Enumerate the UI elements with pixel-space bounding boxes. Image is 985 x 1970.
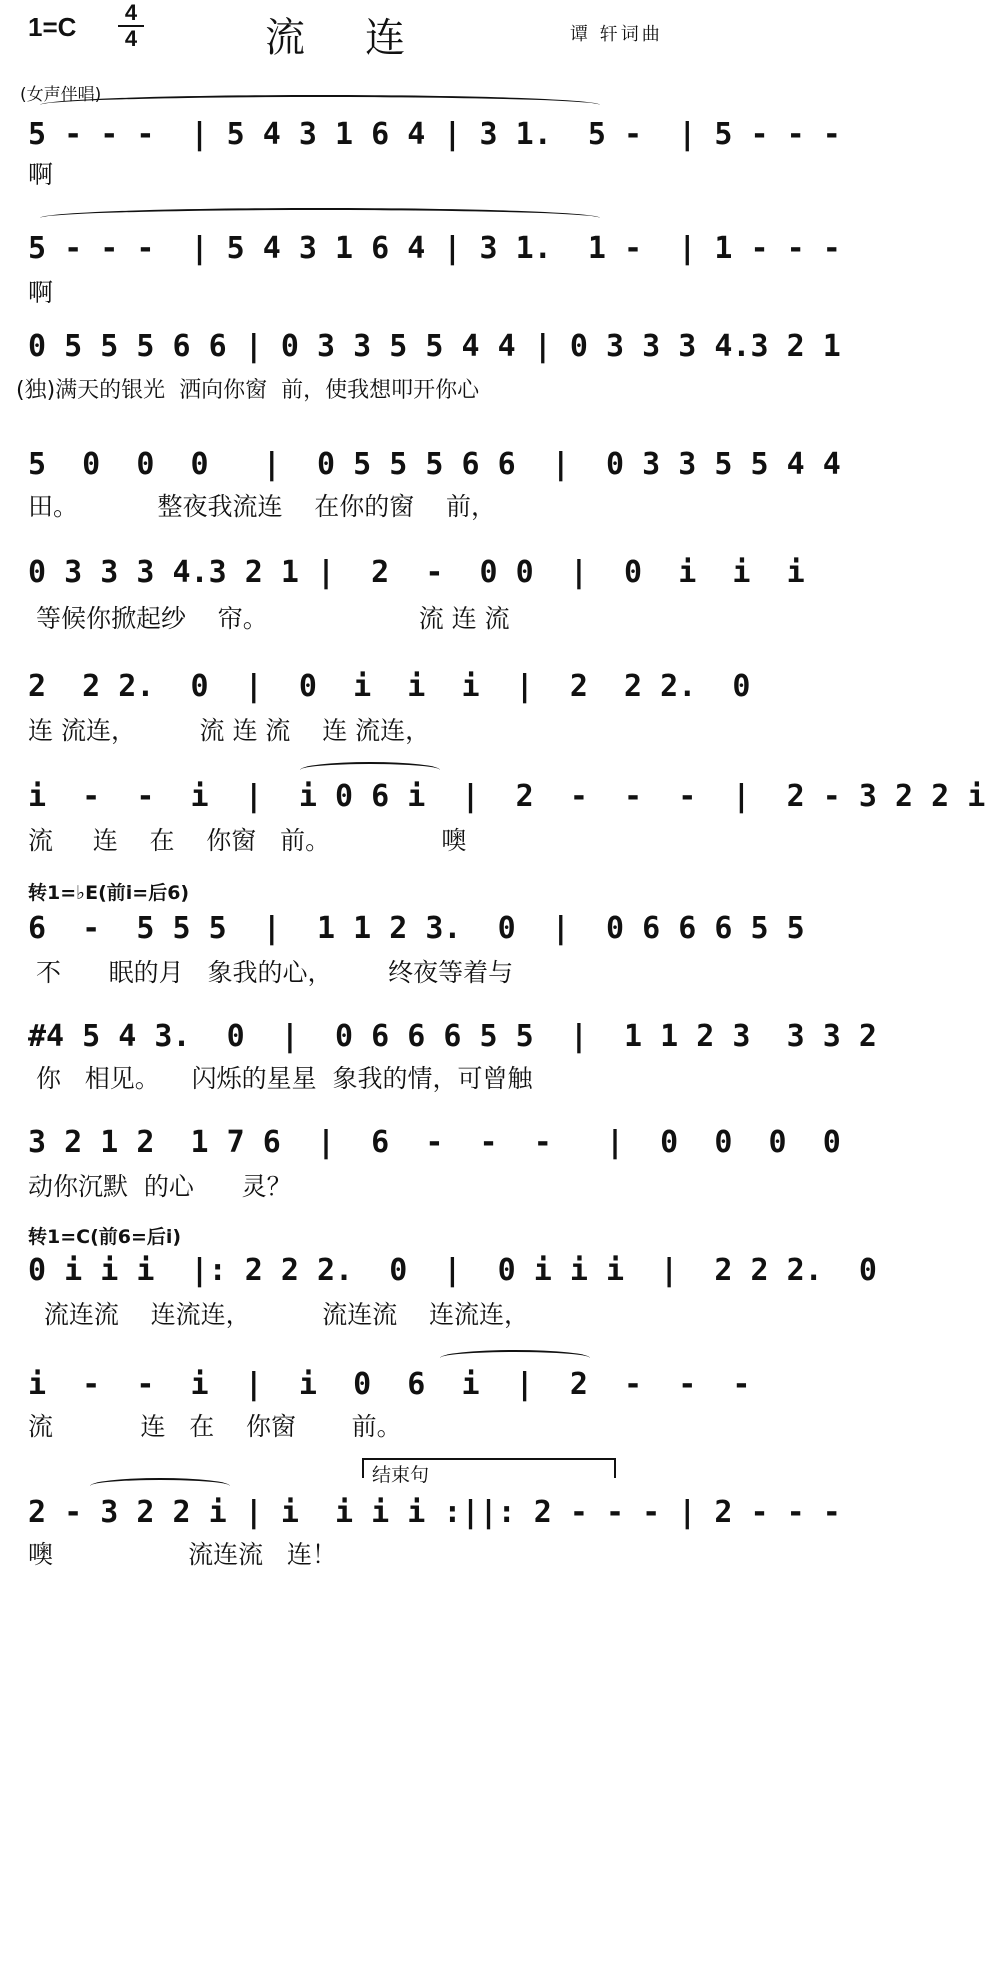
lyric-line: 不 眠的月 象我的心， 终夜等着与	[28, 958, 514, 987]
ending-label: 结束句	[372, 1464, 430, 1486]
notation-line: 6 - 5 5 5 | 1 1 2 3. 0 | 0 6 6 6 5 5	[28, 911, 805, 946]
song-title: 流连	[265, 15, 465, 61]
time-signature	[118, 2, 144, 50]
lyric-line: 噢 流连流 连！	[28, 1540, 337, 1569]
time-signature-bottom: 4	[124, 26, 138, 51]
notation-line: 0 5 5 5 6 6 | 0 3 3 5 5 4 4 | 0 3 3 3 4.3 2 1	[28, 329, 841, 364]
lyric-line: 啊	[28, 160, 54, 189]
lyric-line: 动你沉默 的心 灵？	[28, 1172, 292, 1201]
notation-line: 5 0 0 0 | 0 5 5 5 6 6 | 0 3 3 5 5 4 4	[28, 447, 841, 482]
notation-line: 0 3 3 3 4.3 2 1 | 2 - 0 0 | 0 i i i	[28, 555, 805, 590]
lyric-line: 你 相见。 闪烁的星星 象我的情，可曾触	[28, 1064, 533, 1093]
author-credit: 谭 轩词曲	[570, 24, 663, 45]
notation-line: 5 - - - | 5 4 3 1 6 4 | 3 1. 1 - | 1 - - -	[28, 231, 841, 266]
notation-line: 0 i i i |: 2 2 2. 0 | 0 i i i | 2 2 2. 0	[28, 1253, 877, 1288]
lyric-line: 流连流 连流连， 流连流 连流连，	[28, 1300, 529, 1329]
lyric-line: 啊	[28, 278, 54, 307]
notation-line: i - - i | i 0 6 i | 2 - - - | 2 - 3 2 2 i	[28, 779, 985, 814]
lyric-line: 田。 整夜我流连 在你的窗 前，	[28, 492, 497, 521]
notation-line: 2 - 3 2 2 i | i i i i :||: 2 - - - | 2 - - -	[28, 1495, 841, 1530]
notation-line: #4 5 4 3. 0 | 0 6 6 6 5 5 | 1 1 2 3 3 3 2	[28, 1019, 877, 1054]
modulation-mark: 转1=♭E(前i=后6)	[28, 882, 190, 904]
notation-line: 2 2 2. 0 | 0 i i i | 2 2 2. 0	[28, 669, 751, 704]
modulation-mark: 转1=C(前6=后i)	[28, 1226, 182, 1248]
intro-note: (女声伴唱)	[20, 85, 102, 105]
key-signature: 1=C	[28, 12, 77, 42]
notation-line: 3 2 1 2 1 7 6 | 6 - - - | 0 0 0 0	[28, 1125, 841, 1160]
notation-line: 5 - - - | 5 4 3 1 6 4 | 3 1. 5 - | 5 - - -	[28, 117, 841, 152]
lyric-line: 等候你掀起纱 帘。 流 连 流	[28, 604, 510, 633]
notation-line: i - - i | i 0 6 i | 2 - - -	[28, 1367, 751, 1402]
time-signature-top: 4	[124, 0, 138, 25]
lyric-line: 连 流连， 流 连 流 连 流连，	[28, 716, 431, 745]
lyric-line: 流 连 在 你窗 前。	[28, 1412, 402, 1441]
lyric-line: (独)满天的银光 洒向你窗 前，使我想叩开你心	[16, 378, 480, 403]
lyric-line: 流 连 在 你窗 前。 噢	[28, 826, 467, 855]
